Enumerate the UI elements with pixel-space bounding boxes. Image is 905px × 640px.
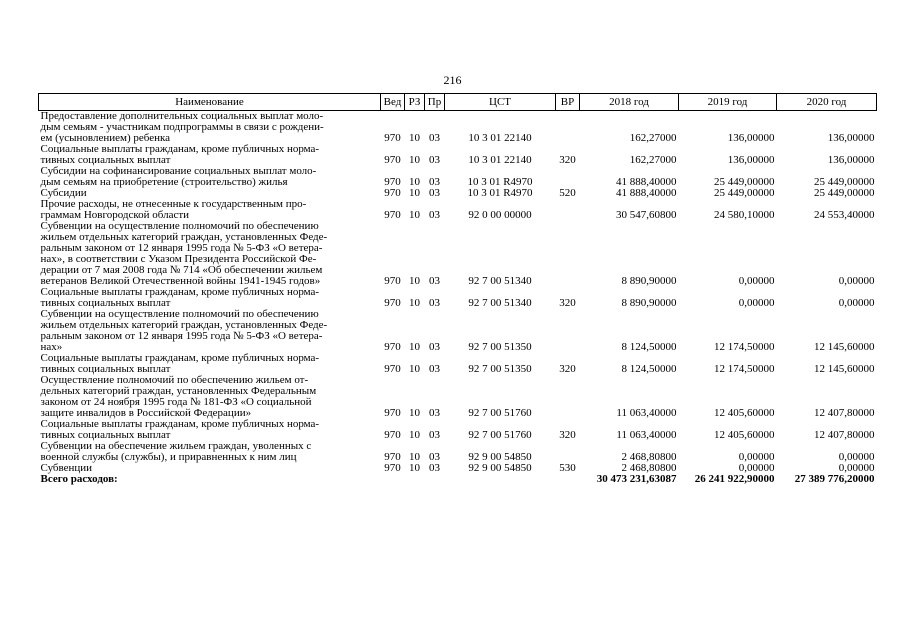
- cell-ved: 970: [384, 462, 401, 474]
- cell-2019: 136,00000: [727, 132, 775, 144]
- cell-2018: 41 888,40000: [616, 176, 677, 188]
- cell-vr: [556, 221, 580, 287]
- cell-pr: 03: [429, 451, 440, 463]
- cell-2020: 12 145,60000: [814, 341, 875, 353]
- cell-2018: 2 468,80800: [621, 462, 677, 474]
- cell-pr: 03: [429, 407, 440, 419]
- cell-2018: 11 063,40000: [616, 429, 677, 441]
- cell-name: Субвенции на осуществление полномочий по обеспечению жильем отдельных категорий граждан, установленных Феде- ральным законом от 12 января 1995 года № 5-ФЗ «О ветера- нах»: [40, 308, 328, 353]
- cell-vr: [556, 199, 580, 221]
- cell-vr: [556, 441, 580, 463]
- header-pr: Пр: [425, 94, 445, 111]
- header-name: Наименование: [39, 94, 381, 111]
- cell-vr: 520: [559, 187, 576, 199]
- cell-cst: 92 7 00 51340: [468, 275, 532, 287]
- cell-2018: 162,27000: [629, 132, 677, 144]
- cell-pr: 03: [429, 363, 440, 375]
- cell-rz: 10: [409, 187, 420, 199]
- cell-name: Субвенции: [40, 462, 93, 474]
- cell-ved: 970: [384, 451, 401, 463]
- cell-cst: 92 7 00 51350: [468, 363, 532, 375]
- cell-cst: 92 7 00 51760: [468, 407, 532, 419]
- cell-name: Осуществление полномочий по обеспечению жильем от- дельных категорий граждан, установленных Федеральным законом от 24 ноября 1995 года № 181-ФЗ «О социальной защите инвалидов в Российской Федерации»: [40, 374, 317, 419]
- cell-ved: 970: [384, 187, 401, 199]
- cell-rz: 10: [409, 154, 420, 166]
- cell-2020: 12 145,60000: [814, 363, 875, 375]
- cell-rz: 10: [409, 451, 420, 463]
- budget-table: [38, 93, 877, 485]
- header-rz: РЗ: [405, 94, 425, 111]
- cell-cst: 10 3 01 R4970: [467, 176, 533, 188]
- cell-cst: 10 3 01 22140: [468, 154, 532, 166]
- cell-name: Субвенции на обеспечение жильем граждан, уволенных с военной службы (службы), и приравненных к ним лиц: [40, 440, 312, 463]
- cell-2020: 25 449,00000: [814, 187, 875, 199]
- cell-2018: 8 124,50000: [621, 363, 677, 375]
- cell-2020: 12 407,80000: [814, 407, 875, 419]
- table-row: [39, 287, 877, 309]
- cell-rz: 10: [409, 341, 420, 353]
- cell-pr: 03: [429, 462, 440, 474]
- table-row: [39, 441, 877, 463]
- cell-rz: 10: [409, 462, 420, 474]
- cell-2018: 8 890,90000: [621, 275, 677, 287]
- total-row: [39, 474, 877, 485]
- table-row: [39, 199, 877, 221]
- cell-name: Субвенции на осуществление полномочий по обеспечению жильем отдельных категорий граждан, установленных Феде- ральным законом от 12 января 1995 года № 5-ФЗ «О ветера- нах», в соответствии с Указом Президента Российской Фе- дерации от 7 мая 2008 года № 714 «Об обеспечении жильем ветеранов Великой Отечественной войны 1941-1945 годов»: [40, 220, 328, 287]
- cell-cst: 92 7 00 51340: [468, 297, 532, 309]
- cell-2020: 0,00000: [838, 275, 875, 287]
- cell-name: Социальные выплаты гражданам, кроме публичных норма- тивных социальных выплат: [40, 352, 320, 375]
- cell-rz: 10: [409, 297, 420, 309]
- page-number: 216: [443, 73, 462, 87]
- cell-2019: 0,00000: [738, 462, 775, 474]
- cell-cst: 92 7 00 51760: [468, 429, 532, 441]
- cell-cst: 10 3 01 R4970: [467, 187, 533, 199]
- table-row: [39, 375, 877, 419]
- cell-rz: 10: [409, 407, 420, 419]
- table-row: [39, 221, 877, 287]
- cell-rz: 10: [409, 429, 420, 441]
- cell-vr: 320: [559, 363, 576, 375]
- cell-2018: 8 124,50000: [621, 341, 677, 353]
- cell-name: Субсидии на софинансирование социальных выплат моло- дым семьям на приобретение (строительство) жилья: [40, 165, 317, 188]
- cell-pr: 03: [429, 341, 440, 353]
- cell-ved: 970: [384, 176, 401, 188]
- cell-2018: 8 890,90000: [621, 297, 677, 309]
- cell-vr: 320: [559, 429, 576, 441]
- header-cst: ЦСТ: [445, 94, 556, 111]
- cell-name: Социальные выплаты гражданам, кроме публичных норма- тивных социальных выплат: [40, 418, 320, 441]
- cell-rz: 10: [409, 275, 420, 287]
- cell-pr: 03: [429, 429, 440, 441]
- cell-2020: 24 553,40000: [814, 209, 875, 221]
- cell-cst: 92 9 00 54850: [468, 451, 532, 463]
- cell-2018: 162,27000: [629, 154, 677, 166]
- cell-name: Предоставление дополнительных социальных выплат моло- дым семьям - участникам подпрограммы в связи с рождени- ем (усыновлением) ребенка: [40, 110, 324, 144]
- cell-cst: 92 9 00 54850: [468, 462, 532, 474]
- cell-2020: 136,00000: [827, 154, 875, 166]
- cell-pr: 03: [429, 176, 440, 188]
- cell-vr: [556, 375, 580, 419]
- table-row: [39, 309, 877, 353]
- total-2019: 26 241 922,90000: [694, 473, 775, 485]
- table-row: [39, 353, 877, 375]
- header-2018: 2018 год: [580, 94, 679, 111]
- total-2020: 27 389 776,20000: [794, 473, 875, 485]
- cell-rz: 10: [409, 176, 420, 188]
- cell-pr: 03: [429, 154, 440, 166]
- cell-2019: 136,00000: [727, 154, 775, 166]
- cell-2020: 0,00000: [838, 462, 875, 474]
- cell-name: Прочие расходы, не отнесенные к государственным про- граммам Новгородской области: [40, 198, 307, 221]
- cell-name: Социальные выплаты гражданам, кроме публичных норма- тивных социальных выплат: [40, 286, 320, 309]
- cell-2020: 0,00000: [838, 451, 875, 463]
- cell-2019: 0,00000: [738, 451, 775, 463]
- cell-ved: 970: [384, 407, 401, 419]
- cell-ved: 970: [384, 341, 401, 353]
- cell-2019: 12 405,60000: [714, 407, 775, 419]
- cell-ved: 970: [384, 363, 401, 375]
- cell-2018: 11 063,40000: [616, 407, 677, 419]
- cell-2020: 12 407,80000: [814, 429, 875, 441]
- cell-rz: 10: [409, 132, 420, 144]
- cell-vr: 530: [559, 462, 576, 474]
- cell-name: Социальные выплаты гражданам, кроме публичных норма- тивных социальных выплат: [40, 143, 320, 166]
- cell-ved: 970: [384, 275, 401, 287]
- cell-ved: 970: [384, 209, 401, 221]
- total-2018: 30 473 231,63087: [596, 473, 677, 485]
- cell-rz: 10: [409, 209, 420, 221]
- cell-vr: 320: [559, 297, 576, 309]
- cell-2019: 24 580,10000: [714, 209, 775, 221]
- table-header-row: [39, 94, 877, 111]
- cell-2018: 41 888,40000: [616, 187, 677, 199]
- cell-ved: 970: [384, 297, 401, 309]
- cell-pr: 03: [429, 297, 440, 309]
- cell-2018: 30 547,60800: [616, 209, 677, 221]
- total-label: Всего расходов:: [40, 473, 118, 485]
- header-2020: 2020 год: [777, 94, 877, 111]
- header-ved: Вед: [381, 94, 405, 111]
- cell-pr: 03: [429, 132, 440, 144]
- cell-name: Субсидии: [40, 187, 87, 199]
- cell-vr: 320: [559, 154, 576, 166]
- cell-vr: [556, 166, 580, 188]
- cell-vr: [556, 111, 580, 145]
- table-row: [39, 419, 877, 441]
- cell-ved: 970: [384, 154, 401, 166]
- cell-ved: 970: [384, 132, 401, 144]
- cell-pr: 03: [429, 275, 440, 287]
- cell-pr: 03: [429, 209, 440, 221]
- cell-2020: 136,00000: [827, 132, 875, 144]
- table-row: [39, 166, 877, 188]
- cell-2020: 0,00000: [838, 297, 875, 309]
- cell-rz: 10: [409, 363, 420, 375]
- table-body: [39, 111, 877, 475]
- header-2019: 2019 год: [679, 94, 777, 111]
- cell-2019: 12 174,50000: [714, 363, 775, 375]
- cell-cst: 92 7 00 51350: [468, 341, 532, 353]
- cell-cst: 10 3 01 22140: [468, 132, 532, 144]
- cell-pr: 03: [429, 187, 440, 199]
- table-row: [39, 144, 877, 166]
- header-vr: ВР: [556, 94, 580, 111]
- cell-2019: 12 174,50000: [714, 341, 775, 353]
- cell-2018: 2 468,80800: [621, 451, 677, 463]
- cell-2020: 25 449,00000: [814, 176, 875, 188]
- cell-2019: 25 449,00000: [714, 176, 775, 188]
- cell-ved: 970: [384, 429, 401, 441]
- table-row: [39, 111, 877, 145]
- cell-2019: 0,00000: [738, 297, 775, 309]
- cell-2019: 25 449,00000: [714, 187, 775, 199]
- cell-vr: [556, 309, 580, 353]
- cell-2019: 12 405,60000: [714, 429, 775, 441]
- cell-2019: 0,00000: [738, 275, 775, 287]
- cell-cst: 92 0 00 00000: [468, 209, 532, 221]
